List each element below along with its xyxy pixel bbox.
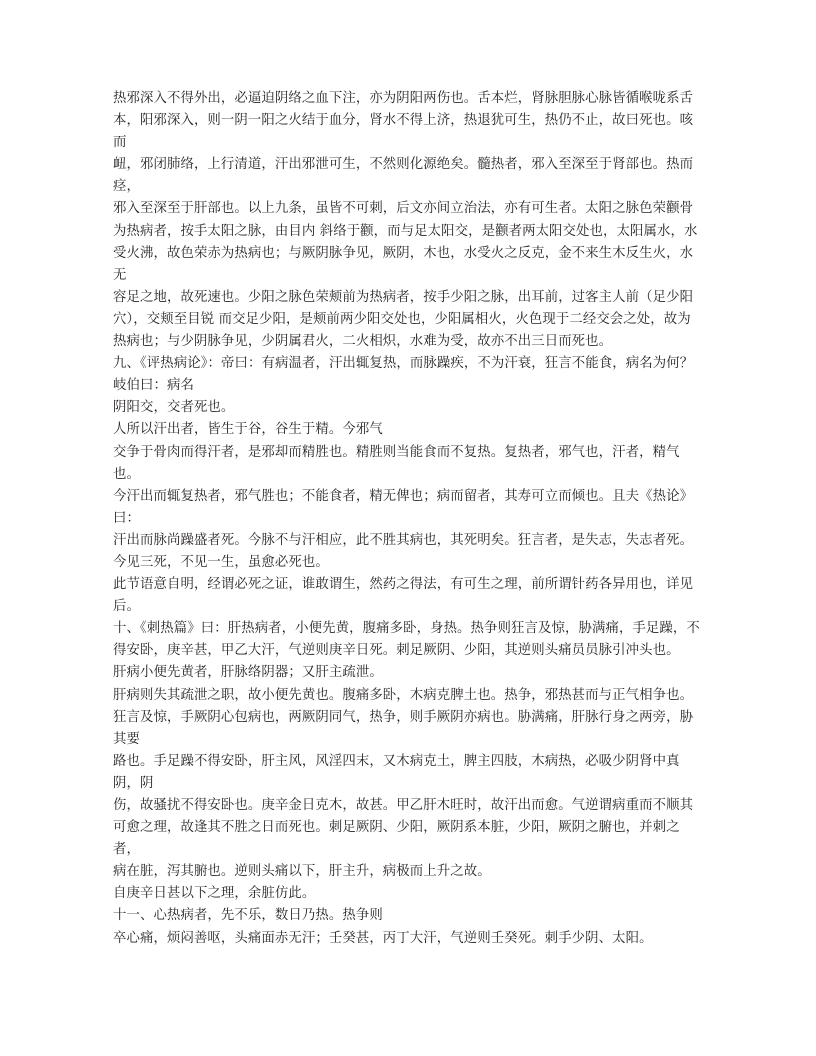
document-line: 热病也；与少阴脉争见，少阴属君火，二火相炽，水难为受，故亦不出三日而死也。 [113, 334, 613, 350]
document-line: 肝病则失其疏泄之职，故小便先黄也。腹痛多卧，木病克脾土也。热争，邪热甚而与正气相争也。 [113, 687, 694, 703]
document-line: 容足之地，故死速也。少阳之脉色荣颊前为热病者，按手少阳之脉，出耳前，过客主人前（足少阳 [113, 289, 694, 305]
document-line: 十一、心热病者，先不乐，数日乃热。热争则 [113, 908, 383, 924]
document-line: 得安卧，庚辛甚，甲乙大汗，气逆则庚辛日死。刺足厥阴、少阳，其逆则头痛员员脉引冲头也。 [113, 643, 680, 659]
document-line: 热邪深入不得外出，必逼迫阴络之血下注，亦为阴阳两伤也。舌本烂，肾脉胆脉心脉皆循喉咙系舌 [113, 91, 694, 106]
document-line: 可愈之理，故逢其不胜之日而死也。刺足厥阴、少阳，厥阴系本脏，少阳，厥阴之腑也，并刺之者， [113, 820, 680, 858]
document-line: 今汗出而辄复热者，邪气胜也；不能食者，精无俾也；病而留者，其寿可立而倾也。且夫《热论》曰： [113, 488, 694, 526]
document-line: 病在脏，泻其腑也。逆则头痛以下，肝主升，病极而上升之故。 [113, 864, 491, 880]
document-line: 狂言及惊，手厥阴心包病也，两厥阴同气，热争，则手厥阴亦病也。胁满痛，肝脉行身之两旁，胁其要 [113, 709, 694, 747]
document-line: 九、《评热病论》：帝曰：有病温者，汗出辄复热，而脉躁疾，不为汗衰，狂言不能食，病名为何？岐伯曰：病名 [113, 356, 694, 394]
document-line: 路也。手足躁不得安卧，肝主风，风淫四末，又木病克土，脾主四肢，木病热，必吸少阴肾中真阴，阴 [113, 753, 680, 791]
document-line: 邪入至深至于肝部也。以上九条，虽皆不可刺，后文亦间立治法，亦有可生者。太阳之脉色荣颧骨 [113, 201, 694, 217]
document-line: 人所以汗出者，皆生于谷，谷生于精。今邪气 [113, 422, 383, 438]
document-line: 衄，邪闭肺络，上行清道，汗出邪泄可生，不然则化源绝矣。髓热者，邪入至深至于肾部也。热而痉， [113, 157, 694, 195]
document-line: 穴），交颊至目锐 而交足少阳，是颊前两少阳交处也，少阳属相火，火色现于二经交会之处，故为 [113, 311, 691, 327]
document-line: 为热病者，按手太阳之脉，由目内 斜络于颧，而与足太阳交，是颧者两太阳交处也，太阳属水，水受火沸，故色荣赤为热病也；与厥阴脉争见，厥阴，木也，水受火之反克，金不来生木反生火，水无 [113, 223, 698, 283]
document-line: 十、《刺热篇》曰：肝热病者，小便先黄，腹痛多卧，身热。热争则狂言及惊，胁满痛，手足躁，不 [113, 621, 700, 637]
document-text-column [113, 88, 705, 950]
document-line: 此节语意自明，经谓必死之证，谁敢谓生，然药之得法，有可生之理，前所谓针药各异用也，详见后。 [113, 577, 694, 615]
document-line: 交争于骨肉而得汗者，是邪却而精胜也。精胜则当能食而不复热。复热者，邪气也，汗者，精气也。 [113, 444, 680, 482]
document-line: 自庚辛日甚以下之理，余脏仿此。 [113, 886, 316, 902]
document-line: 伤，故骚扰不得安卧也。庚辛金日克木，故甚。甲乙肝木旺时，故汗出而愈。气逆谓病重而不顺其 [113, 798, 694, 813]
document-line: 肝病小便先黄者，肝脉络阴器；又肝主疏泄。 [113, 665, 383, 681]
document-line: 阴阳交，交者死也。 [113, 400, 235, 416]
document-line: 今见三死，不见一生，虽愈必死也。 [113, 554, 329, 570]
document-line: 卒心痛，烦闷善呕，头痛面赤无汗；壬癸甚，丙丁大汗，气逆则壬癸死。刺手少阴、太阳。 [113, 930, 653, 946]
document-line: 本，阳邪深入，则一阴一阳之火结于血分，肾水不得上济，热退犹可生，热仍不止，故曰死也。咳而 [113, 113, 694, 151]
document-line: 汗出而脉尚躁盛者死。今脉不与汗相应，此不胜其病也，其死明矣。狂言者，是失志，失志者死。 [113, 532, 694, 548]
